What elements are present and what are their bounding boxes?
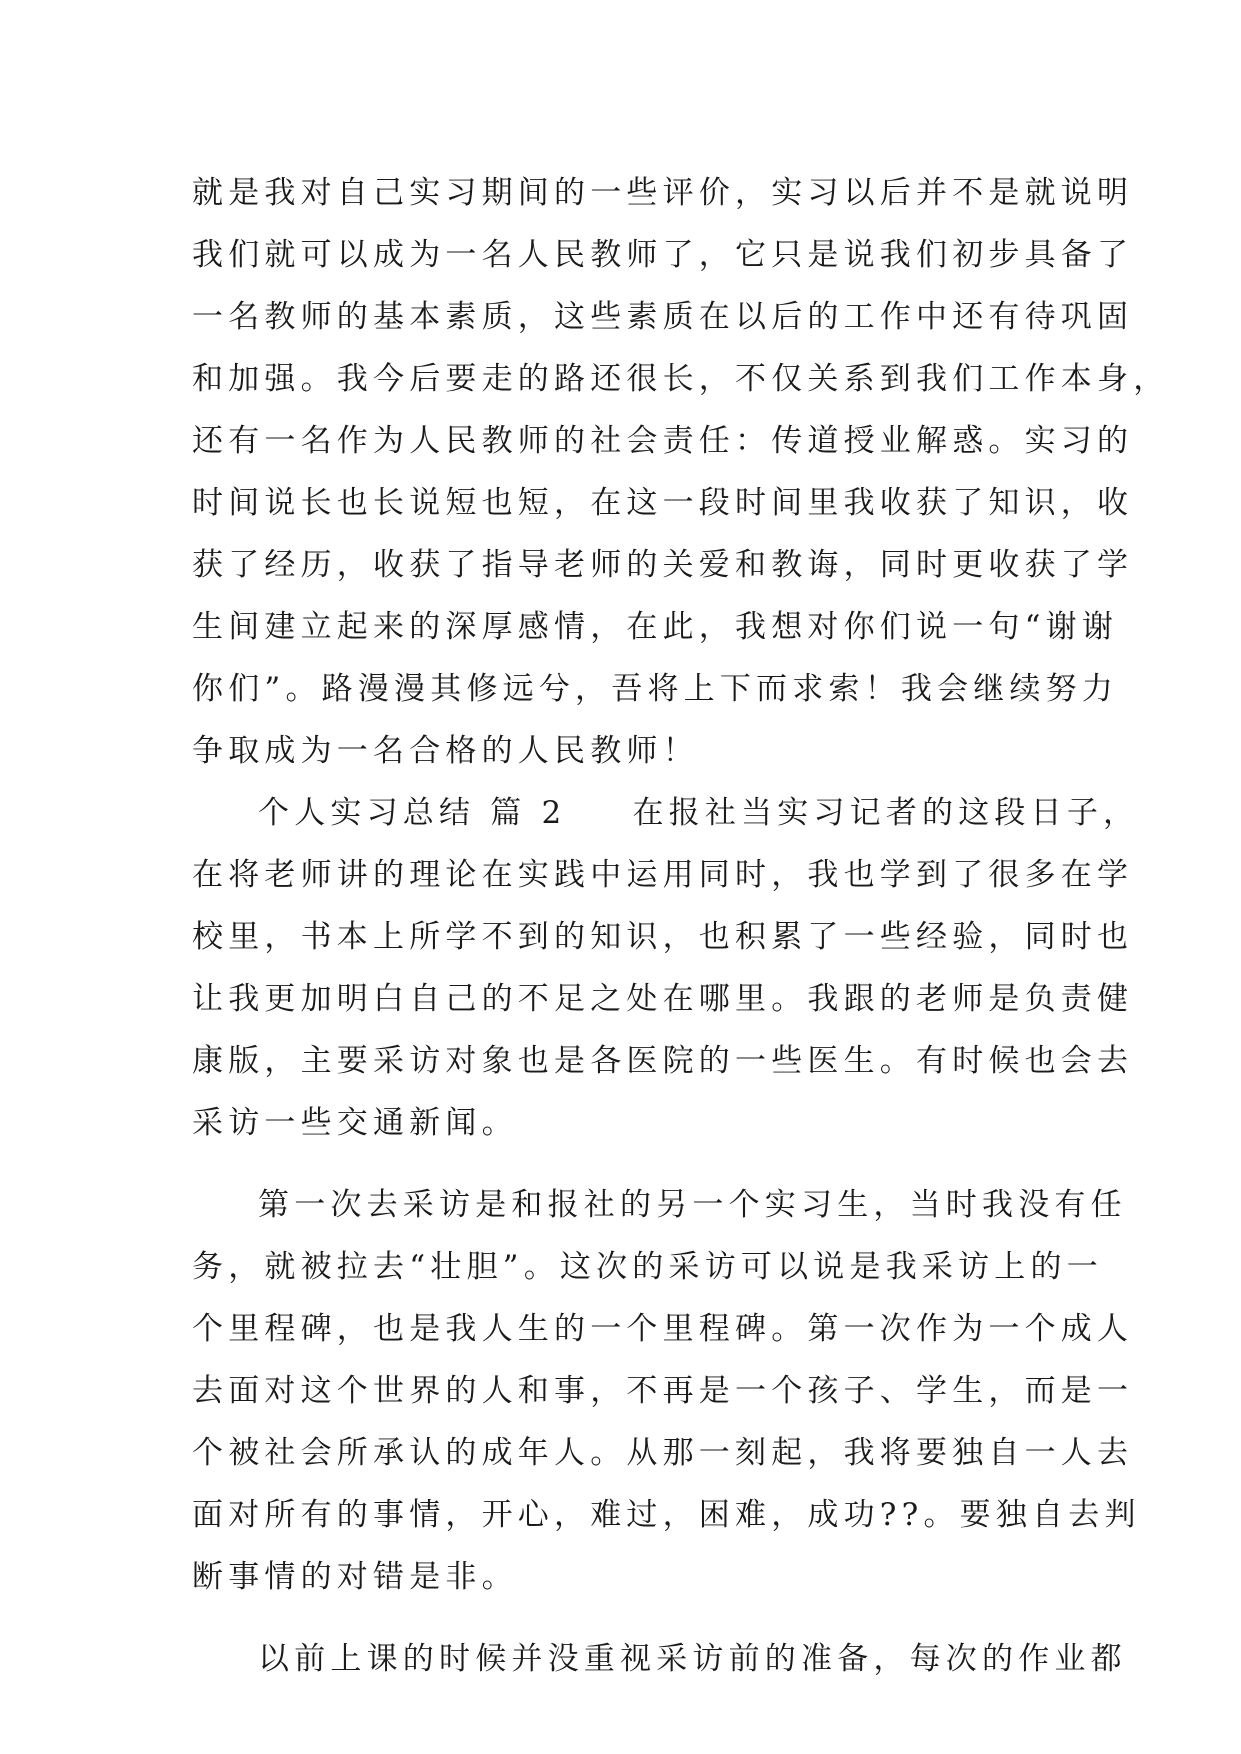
text-line: 在报社当实习记者的这段日子， [632, 795, 1140, 831]
paragraph-gap [192, 1154, 1056, 1174]
text-line: 校里，书本上所学不到的知识，也积累了一些经验，同时也 [192, 919, 1134, 955]
text-line: 让我更加明白自己的不足之处在哪里。我跟的老师是负责健 [192, 981, 1134, 1017]
text-line: 断事情的对错是非。 [192, 1559, 518, 1595]
paragraph [192, 162, 1170, 782]
text-line: 以前上课的时候并没重视采访前的准备，每次的作业都 [258, 1641, 1127, 1677]
text-line: 去面对这个世界的人和事，不再是一个孩子、学生，而是一 [192, 1373, 1134, 1409]
text-line: 和加强。我今后要走的路还很长，不仅关系到我们工作本身， [192, 361, 1170, 397]
text-line: 你们”。路漫漫其修远兮，吾将上下而求索！我会继续努力 [192, 671, 1119, 707]
text-line: 争取成为一名合格的人民教师！ [192, 733, 699, 769]
text-line: 就是我对自己实习期间的一些评价，实习以后并不是就说明 [192, 175, 1134, 211]
text-line: 个里程碑，也是我人生的一个里程碑。第一次作为一个成人 [192, 1311, 1134, 1347]
paragraph [192, 1174, 1141, 1608]
text-line: 一名教师的基本素质，这些素质在以后的工作中还有待巩固 [192, 299, 1134, 335]
text-line: 在将老师讲的理论在实践中运用同时，我也学到了很多在学 [192, 857, 1134, 893]
section-title: 个人实习总结 篇 2 [258, 795, 567, 831]
text-line: 还有一名作为人民教师的社会责任：传道授业解惑。实习的 [192, 423, 1134, 459]
text-line: 获了经历，收获了指导老师的关爱和教诲，同时更收获了学 [192, 547, 1134, 583]
text-line: 个被社会所承认的成年人。从那一刻起，我将要独自一人去 [192, 1435, 1134, 1471]
section-heading-line [192, 782, 1140, 844]
text-line: 面对所有的事情，开心，难过，困难，成功??。要独自去判 [192, 1497, 1141, 1533]
text-line: 务，就被拉去“壮胆”。这次的采访可以说是我采访上的一 [192, 1249, 1103, 1285]
document-body [192, 162, 1170, 1690]
text-line: 采访一些交通新闻。 [192, 1105, 518, 1141]
text-line: 第一次去采访是和报社的另一个实习生，当时我没有任 [258, 1187, 1127, 1223]
paragraph [192, 782, 1140, 1154]
text-line: 时间说长也长说短也短，在这一段时间里我收获了知识，收 [192, 485, 1134, 521]
text-line: 我们就可以成为一名人民教师了，它只是说我们初步具备了 [192, 237, 1134, 273]
paragraph [192, 1628, 1127, 1690]
paragraph-gap [192, 1608, 1056, 1628]
text-line: 康版，主要采访对象也是各医院的一些医生。有时候也会去 [192, 1043, 1134, 1079]
text-line: 生间建立起来的深厚感情，在此，我想对你们说一句“谢谢 [192, 609, 1119, 645]
